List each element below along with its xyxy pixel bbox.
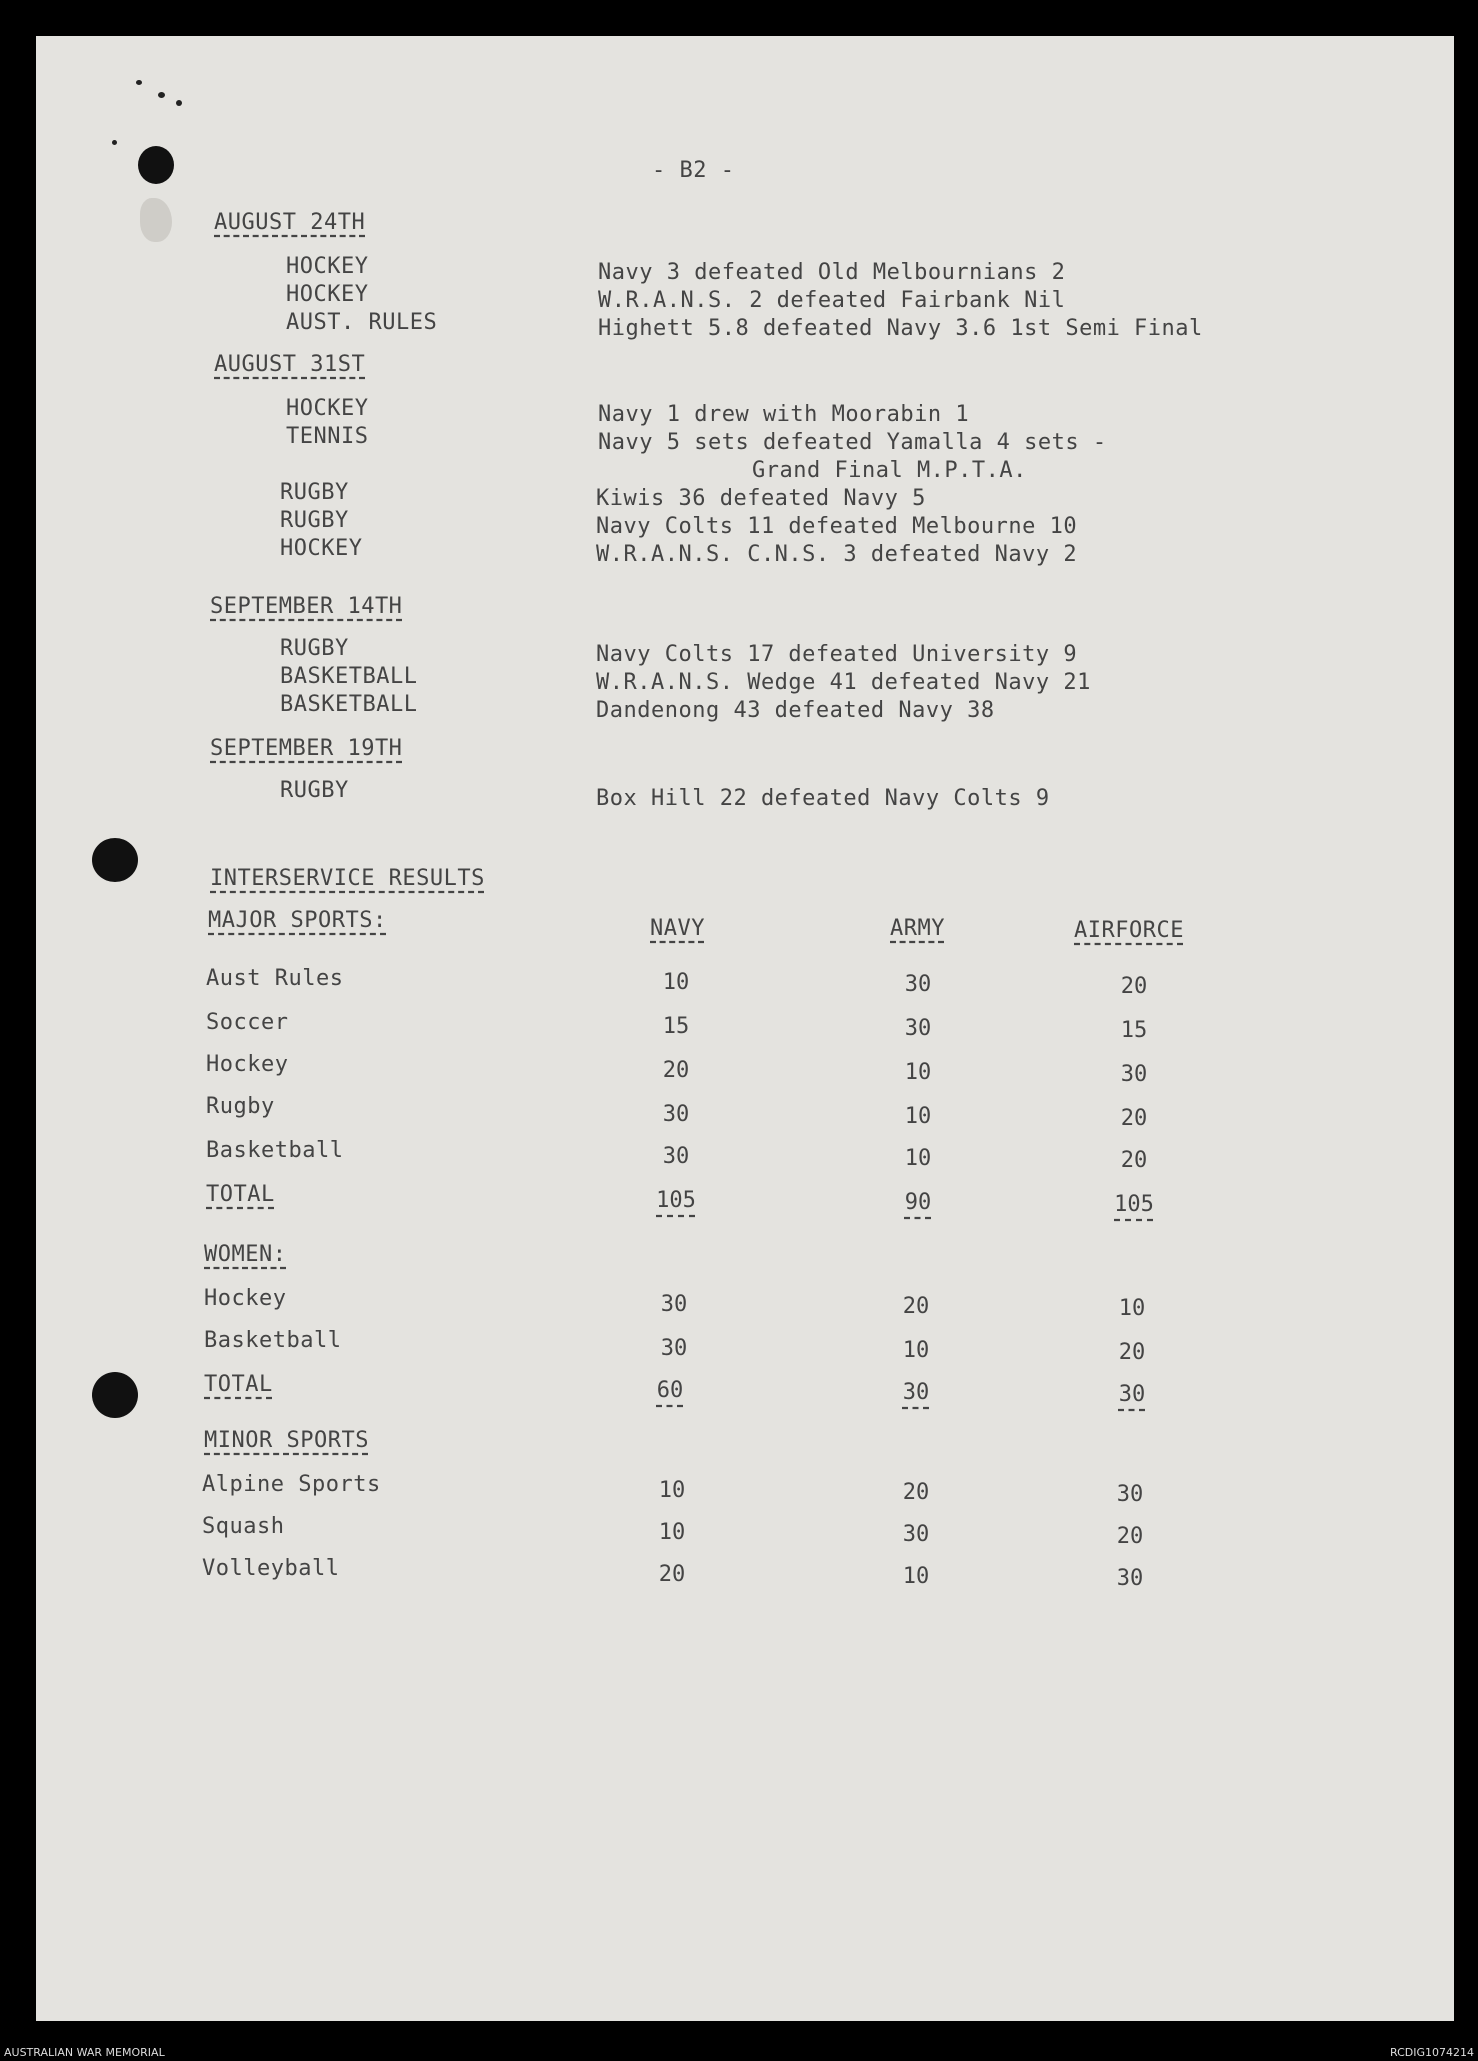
result-text: Navy 3 defeated Old Melbournians 2 bbox=[598, 260, 1066, 285]
score-navy: 30 bbox=[660, 1292, 688, 1317]
result-text: W.R.A.N.S. Wedge 41 defeated Navy 21 bbox=[596, 670, 1091, 695]
score-army: 10 bbox=[904, 1146, 932, 1171]
score-army: 30 bbox=[904, 1016, 932, 1041]
score-airforce: 20 bbox=[1120, 1148, 1148, 1173]
result-sport: AUST. RULES bbox=[286, 310, 438, 335]
score-army: 20 bbox=[902, 1294, 930, 1319]
result-sport: RUGBY bbox=[280, 636, 349, 661]
result-sport: HOCKEY bbox=[280, 536, 363, 561]
footer-archive-name: AUSTRALIAN WAR MEMORIAL bbox=[4, 2046, 165, 2059]
page-number: - B2 - bbox=[652, 158, 735, 183]
section-date: AUGUST 31ST bbox=[214, 352, 366, 377]
section-date: SEPTEMBER 19TH bbox=[210, 736, 403, 761]
score-navy: 10 bbox=[658, 1520, 686, 1545]
result-text: Navy Colts 17 defeated University 9 bbox=[596, 642, 1078, 667]
paper-speck bbox=[176, 100, 182, 106]
score-army: 10 bbox=[904, 1104, 932, 1129]
score-airforce: 15 bbox=[1120, 1018, 1148, 1043]
total-navy: 105 bbox=[656, 1188, 696, 1213]
result-sport: HOCKEY bbox=[286, 282, 369, 307]
column-header-army: ARMY bbox=[890, 916, 945, 941]
total-airforce: 105 bbox=[1114, 1192, 1154, 1217]
score-navy: 30 bbox=[660, 1336, 688, 1361]
result-text: Kiwis 36 defeated Navy 5 bbox=[596, 486, 926, 511]
punch-hole-bottom bbox=[92, 1372, 138, 1418]
score-navy: 10 bbox=[662, 970, 690, 995]
sport-name: Soccer bbox=[206, 1010, 289, 1035]
result-sport: HOCKEY bbox=[286, 396, 369, 421]
score-airforce: 20 bbox=[1118, 1340, 1146, 1365]
total-army: 90 bbox=[904, 1190, 932, 1215]
paper-speck bbox=[158, 92, 165, 98]
result-text: Highett 5.8 defeated Navy 3.6 1st Semi Final bbox=[598, 316, 1203, 341]
score-navy: 20 bbox=[662, 1058, 690, 1083]
result-sport: BASKETBALL bbox=[280, 664, 418, 689]
score-airforce: 20 bbox=[1120, 1106, 1148, 1131]
sport-name: Aust Rules bbox=[206, 966, 344, 991]
paper-tear bbox=[140, 198, 172, 242]
total-navy: 60 bbox=[656, 1378, 684, 1403]
sport-name: Rugby bbox=[206, 1094, 275, 1119]
score-navy: 15 bbox=[662, 1014, 690, 1039]
score-navy: 20 bbox=[658, 1562, 686, 1587]
total-airforce: 30 bbox=[1118, 1382, 1146, 1407]
result-text-continued: Grand Final M.P.T.A. bbox=[752, 458, 1027, 483]
score-airforce: 10 bbox=[1118, 1296, 1146, 1321]
total-label: TOTAL bbox=[206, 1182, 275, 1207]
score-airforce: 30 bbox=[1120, 1062, 1148, 1087]
score-army: 20 bbox=[902, 1480, 930, 1505]
result-text: W.R.A.N.S. C.N.S. 3 defeated Navy 2 bbox=[596, 542, 1078, 567]
score-airforce: 20 bbox=[1116, 1524, 1144, 1549]
sport-name: Squash bbox=[202, 1514, 285, 1539]
result-sport: RUGBY bbox=[280, 480, 349, 505]
sport-name: Volleyball bbox=[202, 1556, 340, 1581]
punch-hole-middle bbox=[92, 838, 138, 882]
score-army: 10 bbox=[904, 1060, 932, 1085]
result-sport: TENNIS bbox=[286, 424, 369, 449]
total-army: 30 bbox=[902, 1380, 930, 1405]
sport-name: Hockey bbox=[206, 1052, 289, 1077]
paper-speck bbox=[136, 80, 142, 85]
sport-name: Basketball bbox=[206, 1138, 344, 1163]
sport-name: Basketball bbox=[204, 1328, 342, 1353]
result-text: Dandenong 43 defeated Navy 38 bbox=[596, 698, 995, 723]
total-label: TOTAL bbox=[204, 1372, 273, 1397]
result-sport: RUGBY bbox=[280, 778, 349, 803]
score-navy: 30 bbox=[662, 1144, 690, 1169]
section-date: AUGUST 24TH bbox=[214, 210, 366, 235]
result-text: Box Hill 22 defeated Navy Colts 9 bbox=[596, 786, 1050, 811]
result-sport: RUGBY bbox=[280, 508, 349, 533]
column-header-airforce: AIRFORCE bbox=[1074, 918, 1184, 943]
sport-name: Alpine Sports bbox=[202, 1472, 381, 1497]
punch-hole-top bbox=[138, 146, 174, 184]
result-text: Navy Colts 11 defeated Melbourne 10 bbox=[596, 514, 1078, 539]
section-date: SEPTEMBER 14TH bbox=[210, 594, 403, 619]
score-navy: 30 bbox=[662, 1102, 690, 1127]
score-airforce: 30 bbox=[1116, 1482, 1144, 1507]
score-navy: 10 bbox=[658, 1478, 686, 1503]
result-text: Navy 1 drew with Moorabin 1 bbox=[598, 402, 970, 427]
result-text: Navy 5 sets defeated Yamalla 4 sets - bbox=[598, 430, 1107, 455]
interservice-title: INTERSERVICE RESULTS bbox=[210, 866, 485, 891]
sport-name: Hockey bbox=[204, 1286, 287, 1311]
score-army: 10 bbox=[902, 1564, 930, 1589]
women-heading: WOMEN: bbox=[204, 1242, 287, 1267]
score-airforce: 30 bbox=[1116, 1566, 1144, 1591]
paper-speck bbox=[112, 140, 117, 145]
result-sport: HOCKEY bbox=[286, 254, 369, 279]
score-army: 30 bbox=[902, 1522, 930, 1547]
score-army: 10 bbox=[902, 1338, 930, 1363]
score-army: 30 bbox=[904, 972, 932, 997]
footer-record-id: RCDIG1074214 bbox=[1389, 2046, 1474, 2059]
result-text: W.R.A.N.S. 2 defeated Fairbank Nil bbox=[598, 288, 1066, 313]
score-airforce: 20 bbox=[1120, 974, 1148, 999]
minor-sports-heading: MINOR SPORTS bbox=[204, 1428, 369, 1453]
result-sport: BASKETBALL bbox=[280, 692, 418, 717]
major-sports-heading: MAJOR SPORTS: bbox=[208, 908, 387, 933]
column-header-navy: NAVY bbox=[650, 916, 705, 941]
